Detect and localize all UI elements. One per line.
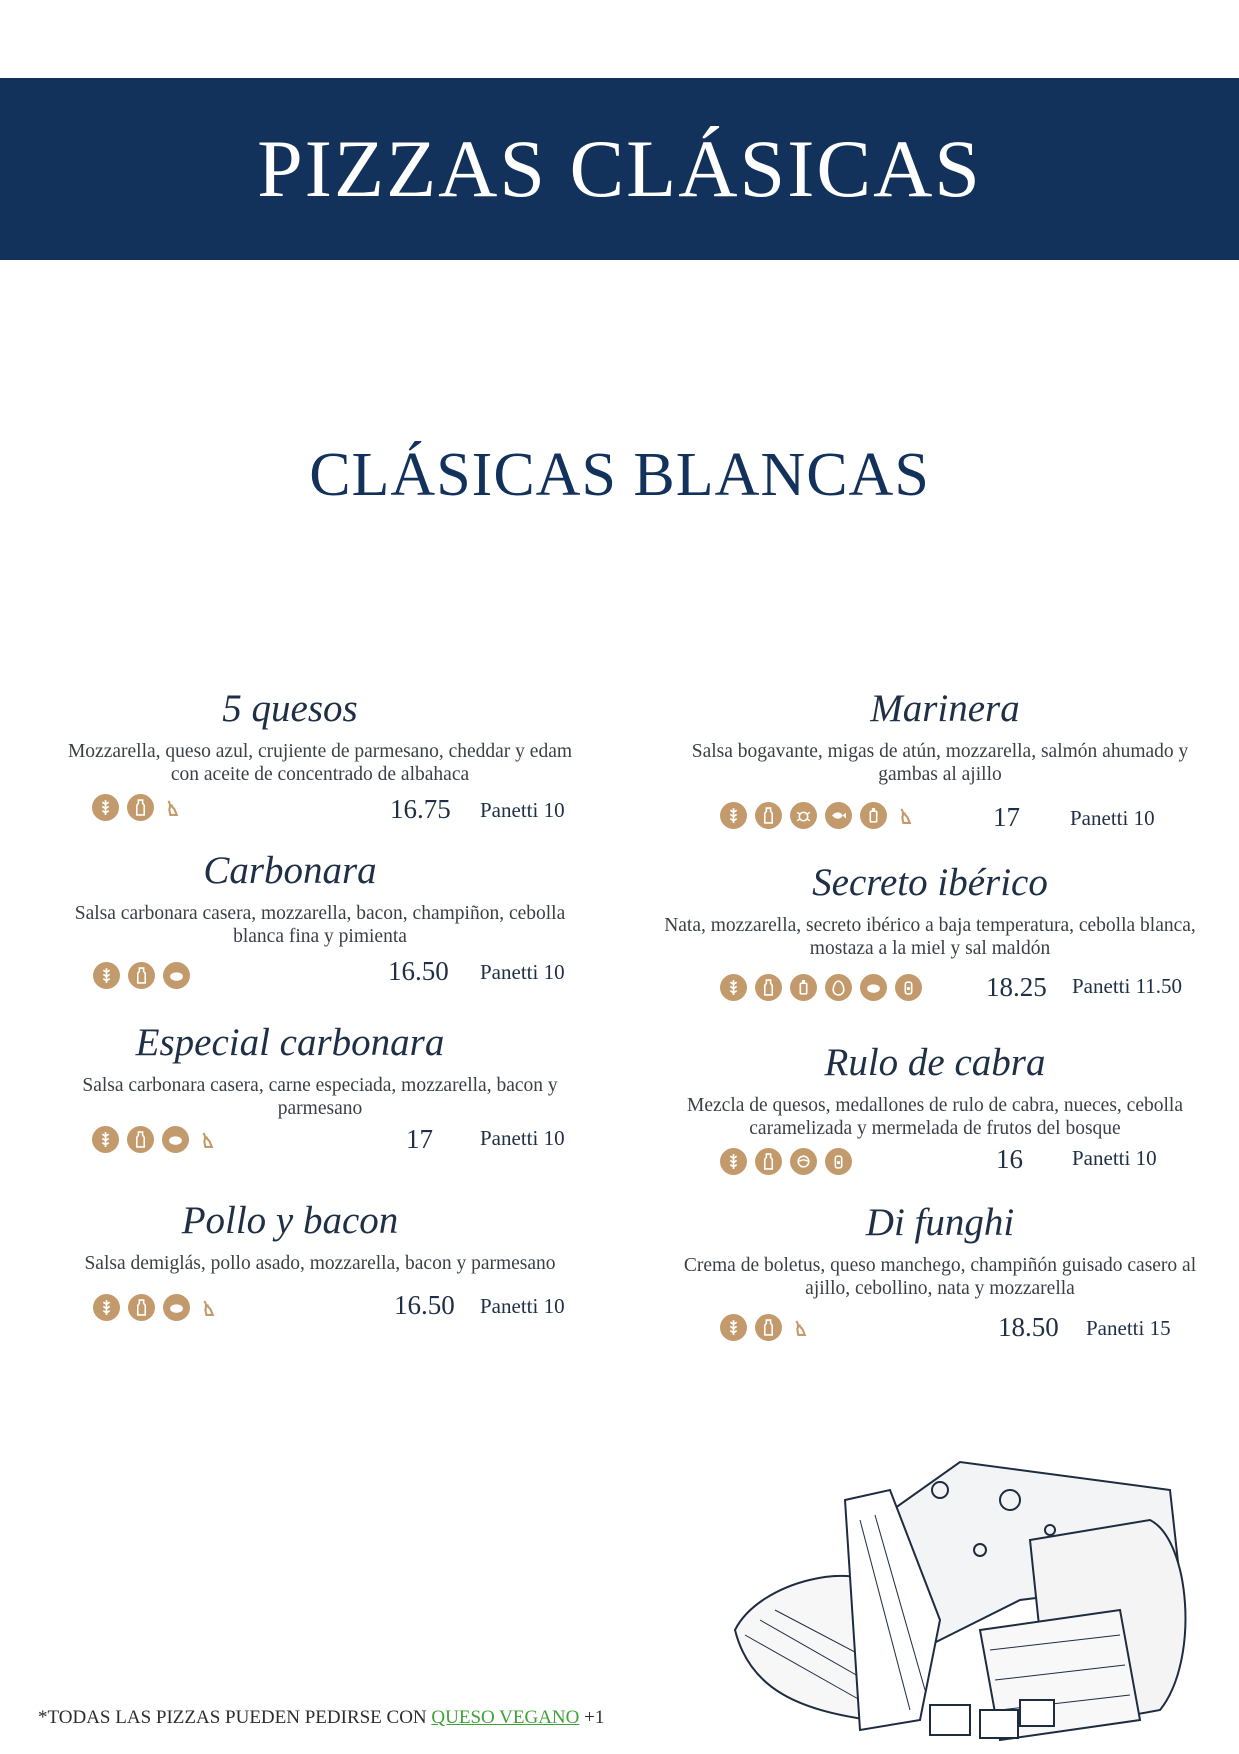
- sulphite-icon: [825, 1148, 852, 1175]
- gluten-icon: [720, 1148, 747, 1175]
- pork-icon: [163, 1294, 190, 1321]
- item-panetti: Panetti 10: [480, 960, 565, 984]
- egg-icon: [825, 974, 852, 1001]
- item-description: Mozzarella, queso azul, crujiente de parmesano, cheddar y edam con aceite de concentrado de albahaca: [67, 741, 573, 785]
- gluten-icon: [92, 1126, 119, 1153]
- nut-icon: [790, 1148, 817, 1175]
- celery-icon: [895, 802, 915, 829]
- item-price: 16.50: [388, 956, 449, 986]
- item-price: 18.50: [998, 1312, 1059, 1342]
- item-name: Marinera: [870, 687, 1020, 730]
- item-panetti: Panetti 11.50: [1072, 974, 1183, 998]
- gluten-icon: [720, 1314, 747, 1341]
- allergen-icons: [720, 802, 915, 829]
- gluten-icon: [92, 794, 119, 821]
- mustard-icon: [860, 802, 887, 829]
- allergen-icons: [720, 974, 922, 1001]
- celery-icon: [790, 1314, 810, 1341]
- item-name: Rulo de cabra: [824, 1041, 1046, 1084]
- allergen-icons: [92, 1126, 217, 1153]
- pork-icon: [162, 1126, 189, 1153]
- item-description: Salsa carbonara casera, mozzarella, bacon, champiñon, cebolla blanca fina y pimienta: [74, 903, 566, 947]
- milk-icon: [127, 1126, 154, 1153]
- allergen-icons: [92, 794, 182, 821]
- sulphite-icon: [895, 974, 922, 1001]
- item-panetti: Panetti 10: [1070, 806, 1155, 830]
- pork-icon: [163, 962, 190, 989]
- item-panetti: Panetti 10: [1072, 1146, 1157, 1170]
- celery-icon: [162, 794, 182, 821]
- page-title: PIZZAS CLÁSICAS: [257, 123, 982, 214]
- item-description: Salsa demiglás, pollo asado, mozzarella, bacon y parmesano: [84, 1253, 556, 1274]
- vegan-cheese-link[interactable]: QUESO VEGANO: [431, 1707, 580, 1728]
- item-description: Mezcla de quesos, medallones de rulo de cabra, nueces, cebolla caramelizada y mermelada de frutos del bosque: [687, 1095, 1183, 1139]
- item-name: Secreto ibérico: [812, 861, 1048, 904]
- item-name: Especial carbonara: [135, 1021, 445, 1064]
- milk-icon: [127, 794, 154, 821]
- item-price: 17: [993, 802, 1020, 832]
- celery-icon: [197, 1126, 217, 1153]
- milk-icon: [755, 1148, 782, 1175]
- milk-icon: [755, 1314, 782, 1341]
- item-panetti: Panetti 15: [1086, 1316, 1171, 1340]
- gluten-icon: [720, 974, 747, 1001]
- gluten-icon: [720, 802, 747, 829]
- menu-item: [660, 1200, 1220, 1350]
- item-description: Salsa bogavante, migas de atún, mozzarella, salmón ahumado y gambas al ajillo: [691, 741, 1189, 785]
- item-name: Pollo y bacon: [181, 1199, 399, 1242]
- milk-icon: [128, 1294, 155, 1321]
- menu-item: [40, 686, 600, 836]
- menu-item: [660, 686, 1220, 836]
- milk-icon: [755, 974, 782, 1001]
- header-banner: [0, 78, 1239, 260]
- item-name: Di funghi: [865, 1201, 1015, 1244]
- item-price: 16: [996, 1144, 1023, 1174]
- milk-icon: [128, 962, 155, 989]
- item-price: 16.75: [390, 794, 451, 824]
- item-description: Nata, mozzarella, secreto ibérico a baja temperatura, cebolla blanca, mostaza a la miel y sal maldón: [664, 915, 1196, 959]
- item-price: 17: [406, 1124, 433, 1154]
- item-panetti: Panetti 10: [480, 798, 565, 822]
- menu-item: [660, 860, 1220, 1010]
- item-name: 5 quesos: [222, 687, 358, 730]
- menu-item: [40, 848, 600, 998]
- item-price: 16.50: [394, 1290, 455, 1320]
- allergen-icons: [93, 1294, 218, 1321]
- gluten-icon: [93, 1294, 120, 1321]
- menu-item: [40, 1020, 600, 1170]
- menu-item: [660, 1040, 1220, 1190]
- fish-icon: [825, 802, 852, 829]
- section-title: CLÁSICAS BLANCAS: [309, 441, 930, 509]
- footnote-prefix: *TODAS LAS PIZZAS PUEDEN PEDIRSE CON: [38, 1707, 427, 1728]
- footnote: [38, 1707, 604, 1729]
- milk-icon: [755, 802, 782, 829]
- menu-item: [40, 1198, 600, 1348]
- allergen-icons: [93, 962, 190, 989]
- gluten-icon: [93, 962, 120, 989]
- mustard-icon: [790, 974, 817, 1001]
- footnote-suffix: +1: [584, 1707, 605, 1728]
- crustacean-icon: [790, 802, 817, 829]
- item-panetti: Panetti 10: [480, 1294, 565, 1318]
- item-name: Carbonara: [203, 849, 377, 892]
- celery-icon: [198, 1294, 218, 1321]
- allergen-icons: [720, 1148, 852, 1175]
- item-description: Crema de boletus, queso manchego, champiñón guisado casero al ajillo, cebollino, nata y mozzarella: [683, 1255, 1197, 1299]
- item-description: Salsa carbonara casera, carne especiada, mozzarella, bacon y parmesano: [82, 1075, 558, 1119]
- cheese-illustration: [720, 1460, 1210, 1750]
- pork-icon: [860, 974, 887, 1001]
- allergen-icons: [720, 1314, 810, 1341]
- item-panetti: Panetti 10: [480, 1126, 565, 1150]
- item-price: 18.25: [986, 972, 1047, 1002]
